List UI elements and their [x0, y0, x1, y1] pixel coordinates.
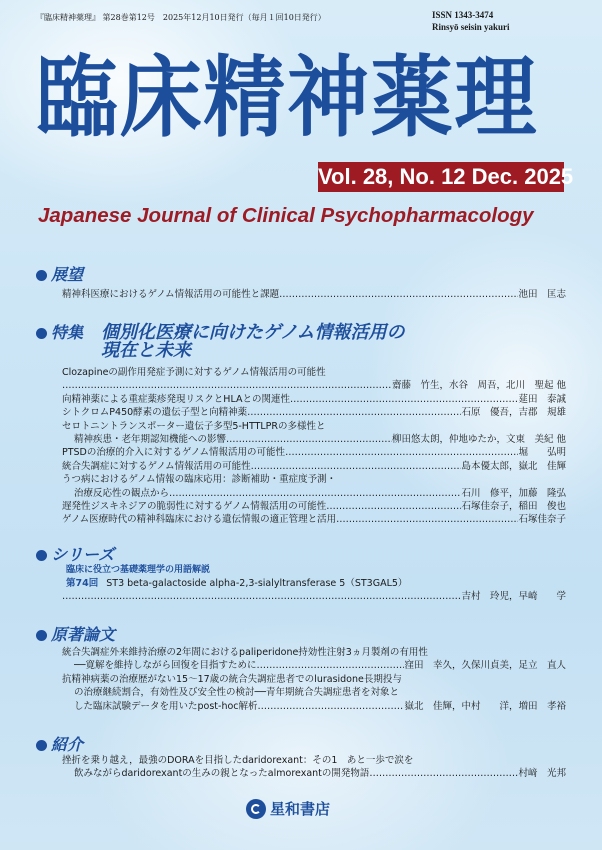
section-feature [36, 324, 566, 527]
section-heading-label: 展望 [51, 265, 84, 284]
entry-authors: 堀 弘明 [518, 447, 566, 459]
entry-authors: 石川 修平，加藤 隆弘 [461, 487, 566, 499]
section-series [36, 546, 566, 604]
toc-entry[interactable] [36, 767, 566, 780]
section-heading [36, 324, 566, 360]
entry-title: 精神科医療におけるゲノム情報活用の可能性と課題 ……………………………………………………………………………………………………………………………… [62, 288, 518, 301]
bullet-icon [36, 550, 47, 561]
feature-title [101, 324, 404, 360]
intro-list [36, 754, 566, 781]
entry-title: シトクロムP450酵素の遺伝子型と向精神薬 ……………………………………………………………………………………………………………………………… [62, 406, 461, 419]
entry-title[interactable]: 抗精神病薬の治療歴がない15～17歳の統合失調症患者でのlurasidone長期投与 [62, 673, 402, 685]
toc-entry[interactable] [36, 700, 566, 713]
entry-title: 精神疾患・老年期認知機能への影響 ……………………………………………………………………………………………………………………………… [74, 433, 392, 446]
entry-authors: 石原 優吾，吉郡 規雄 [461, 407, 566, 419]
feature-title-line2: 現在と未来 [101, 340, 192, 361]
entry-authors: 吉村 玲児，早崎 学 [461, 591, 566, 603]
entry-title: した臨床試験データを用いたpost-hoc解析 ……………………………………………………………………………………………………………………………… [74, 700, 404, 713]
section-heading-label: 紹介 [51, 735, 84, 754]
feature-title-line1: 個別化医療に向けたゲノム情報活用の [101, 322, 405, 343]
entry-title: 飲みながらdaridorexantの生みの親となったalmorexantの開発物語 ……………………………………………………………………………………………………………………………… [74, 767, 518, 780]
seiwa-logo-icon [246, 799, 266, 819]
bullet-icon [36, 630, 47, 641]
toc-entry[interactable] [36, 433, 566, 446]
entry-title: 向精神薬による重症薬疹発現リスクとHLAとの関連性 ……………………………………………………………………………………………………………………………… [62, 393, 518, 406]
entry-authors: 齋藤 竹生，水谷 周吾，北川 聖起 他 [391, 380, 566, 392]
publisher [246, 798, 330, 819]
toc-entry-authors [36, 590, 566, 603]
feature-list [36, 366, 566, 527]
entry-authors: 柳田悠太朗，仲地ゆたか，文東 美紀 他 [391, 434, 566, 446]
toc-entry[interactable] [36, 406, 566, 419]
publisher-name: 星和書店 [270, 800, 331, 818]
section-intro [36, 736, 566, 781]
romanized-title: Rinsyō seisin yakuri [432, 22, 510, 32]
entry-authors: 島本優太郎，嶽北 佳輝 [461, 460, 566, 472]
toc-entry[interactable] [36, 577, 566, 590]
journal-title: 臨床精神薬理 [36, 46, 539, 149]
toc-entry [36, 379, 566, 392]
toc-entry[interactable] [36, 487, 566, 500]
entry-title[interactable]: 挫折を乗り越え，最強のDORAを目指したdaridorexant：その1 あと一歩で涙を [62, 755, 414, 766]
section-heading [36, 736, 566, 754]
issn: ISSN 1343-3474 [432, 10, 494, 20]
section-heading [36, 626, 566, 644]
section-heading-label: 原著論文 [51, 625, 116, 644]
volume-badge: Vol. 28, No. 12 Dec. 2025 [318, 162, 564, 192]
section-tenbo [36, 266, 566, 301]
entry-authors: 窪田 幸久，久保川貞美，足立 直人 [404, 660, 566, 672]
bullet-icon [36, 270, 47, 281]
original-list [36, 646, 566, 713]
entry-title: 遅発性ジスキネジアの脆弱性に対するゲノム情報活用の可能性 ……………………………………………………………………………………………………………………………… [62, 500, 461, 513]
entry-title[interactable]: Clozapineの副作用発症予測に対するゲノム情報活用の可能性 [62, 367, 326, 378]
entry-title: 治療反応性の観点から ……………………………………………………………………………………………………………………………… [74, 487, 461, 500]
entry-title: ST3 beta-galactoside alpha-2,3-sialyltransferase 5（ST3GAL5） [106, 578, 408, 589]
section-heading-label: シリーズ [51, 545, 115, 564]
entry-authors: 石塚佳奈子，稲田 俊也 [461, 501, 566, 513]
toc-entry[interactable] [36, 288, 566, 301]
entry-title: ──寛解を維持しながら回復を目指すために ……………………………………………………………………………………………………………………………… [74, 659, 404, 672]
bullet-icon [36, 328, 47, 339]
section-heading [36, 266, 566, 284]
issn-block [432, 9, 510, 33]
toc-entry[interactable] [36, 500, 566, 513]
toc-entry[interactable] [36, 460, 566, 473]
journal-meta: 『臨床精神薬理』 第28巻第12号 2025年12月10日発行（毎月１回10日発行） [36, 13, 326, 22]
series-number: 第74回 [66, 578, 99, 589]
series-subtitle: 臨床に役立つ基礎薬理学の用語解説 [66, 565, 211, 575]
entry-authors: 池田 匡志 [518, 289, 566, 300]
entry-title[interactable]: 統合失調症外来維持治療の2年間におけるpaliperidone持効性注射3ヵ月製剤の有用性 [62, 647, 428, 658]
entry-title[interactable]: セロトニントランスポーター遺伝子多型5-HTTLPRの多様性と [62, 420, 326, 432]
toc-entry[interactable] [36, 659, 566, 672]
toc-entry[interactable] [36, 393, 566, 406]
entry-authors: 石塚佳奈子 [518, 514, 566, 526]
entry-title[interactable]: の治療継続割合，有効性及び安全性の検討──青年期統合失調症患者を対象と [74, 687, 399, 699]
entry-title[interactable]: うつ病におけるゲノム情報の臨床応用：診断補助・重症度予測・ [62, 474, 337, 486]
entry-authors: 村﨑 光邦 [518, 768, 566, 780]
entry-title: PTSDの治療的介入に対するゲノム情報活用の可能性 ……………………………………………………………………………………………………………………………… [62, 446, 518, 459]
english-title: Japanese Journal of Clinical Psychopharmacology [38, 204, 534, 227]
section-heading-label: 特集 [51, 323, 84, 342]
toc-entry[interactable] [36, 446, 566, 459]
entry-authors: 嶽北 佳輝，中村 洋，増田 孝裕 [404, 700, 566, 712]
bullet-icon [36, 740, 47, 751]
entry-title: 統合失調症に対するゲノム情報活用の可能性 ……………………………………………………………………………………………………………………………… [62, 460, 461, 473]
section-original [36, 626, 566, 713]
section-heading [36, 546, 566, 564]
entry-authors: 莚田 泰誠 [518, 393, 566, 405]
toc-entry[interactable] [36, 513, 566, 526]
entry-title: ゲノム医療時代の精神科臨床における遺伝情報の適正管理と活用 ……………………………………………………………………………………………………………………………… [62, 513, 518, 526]
